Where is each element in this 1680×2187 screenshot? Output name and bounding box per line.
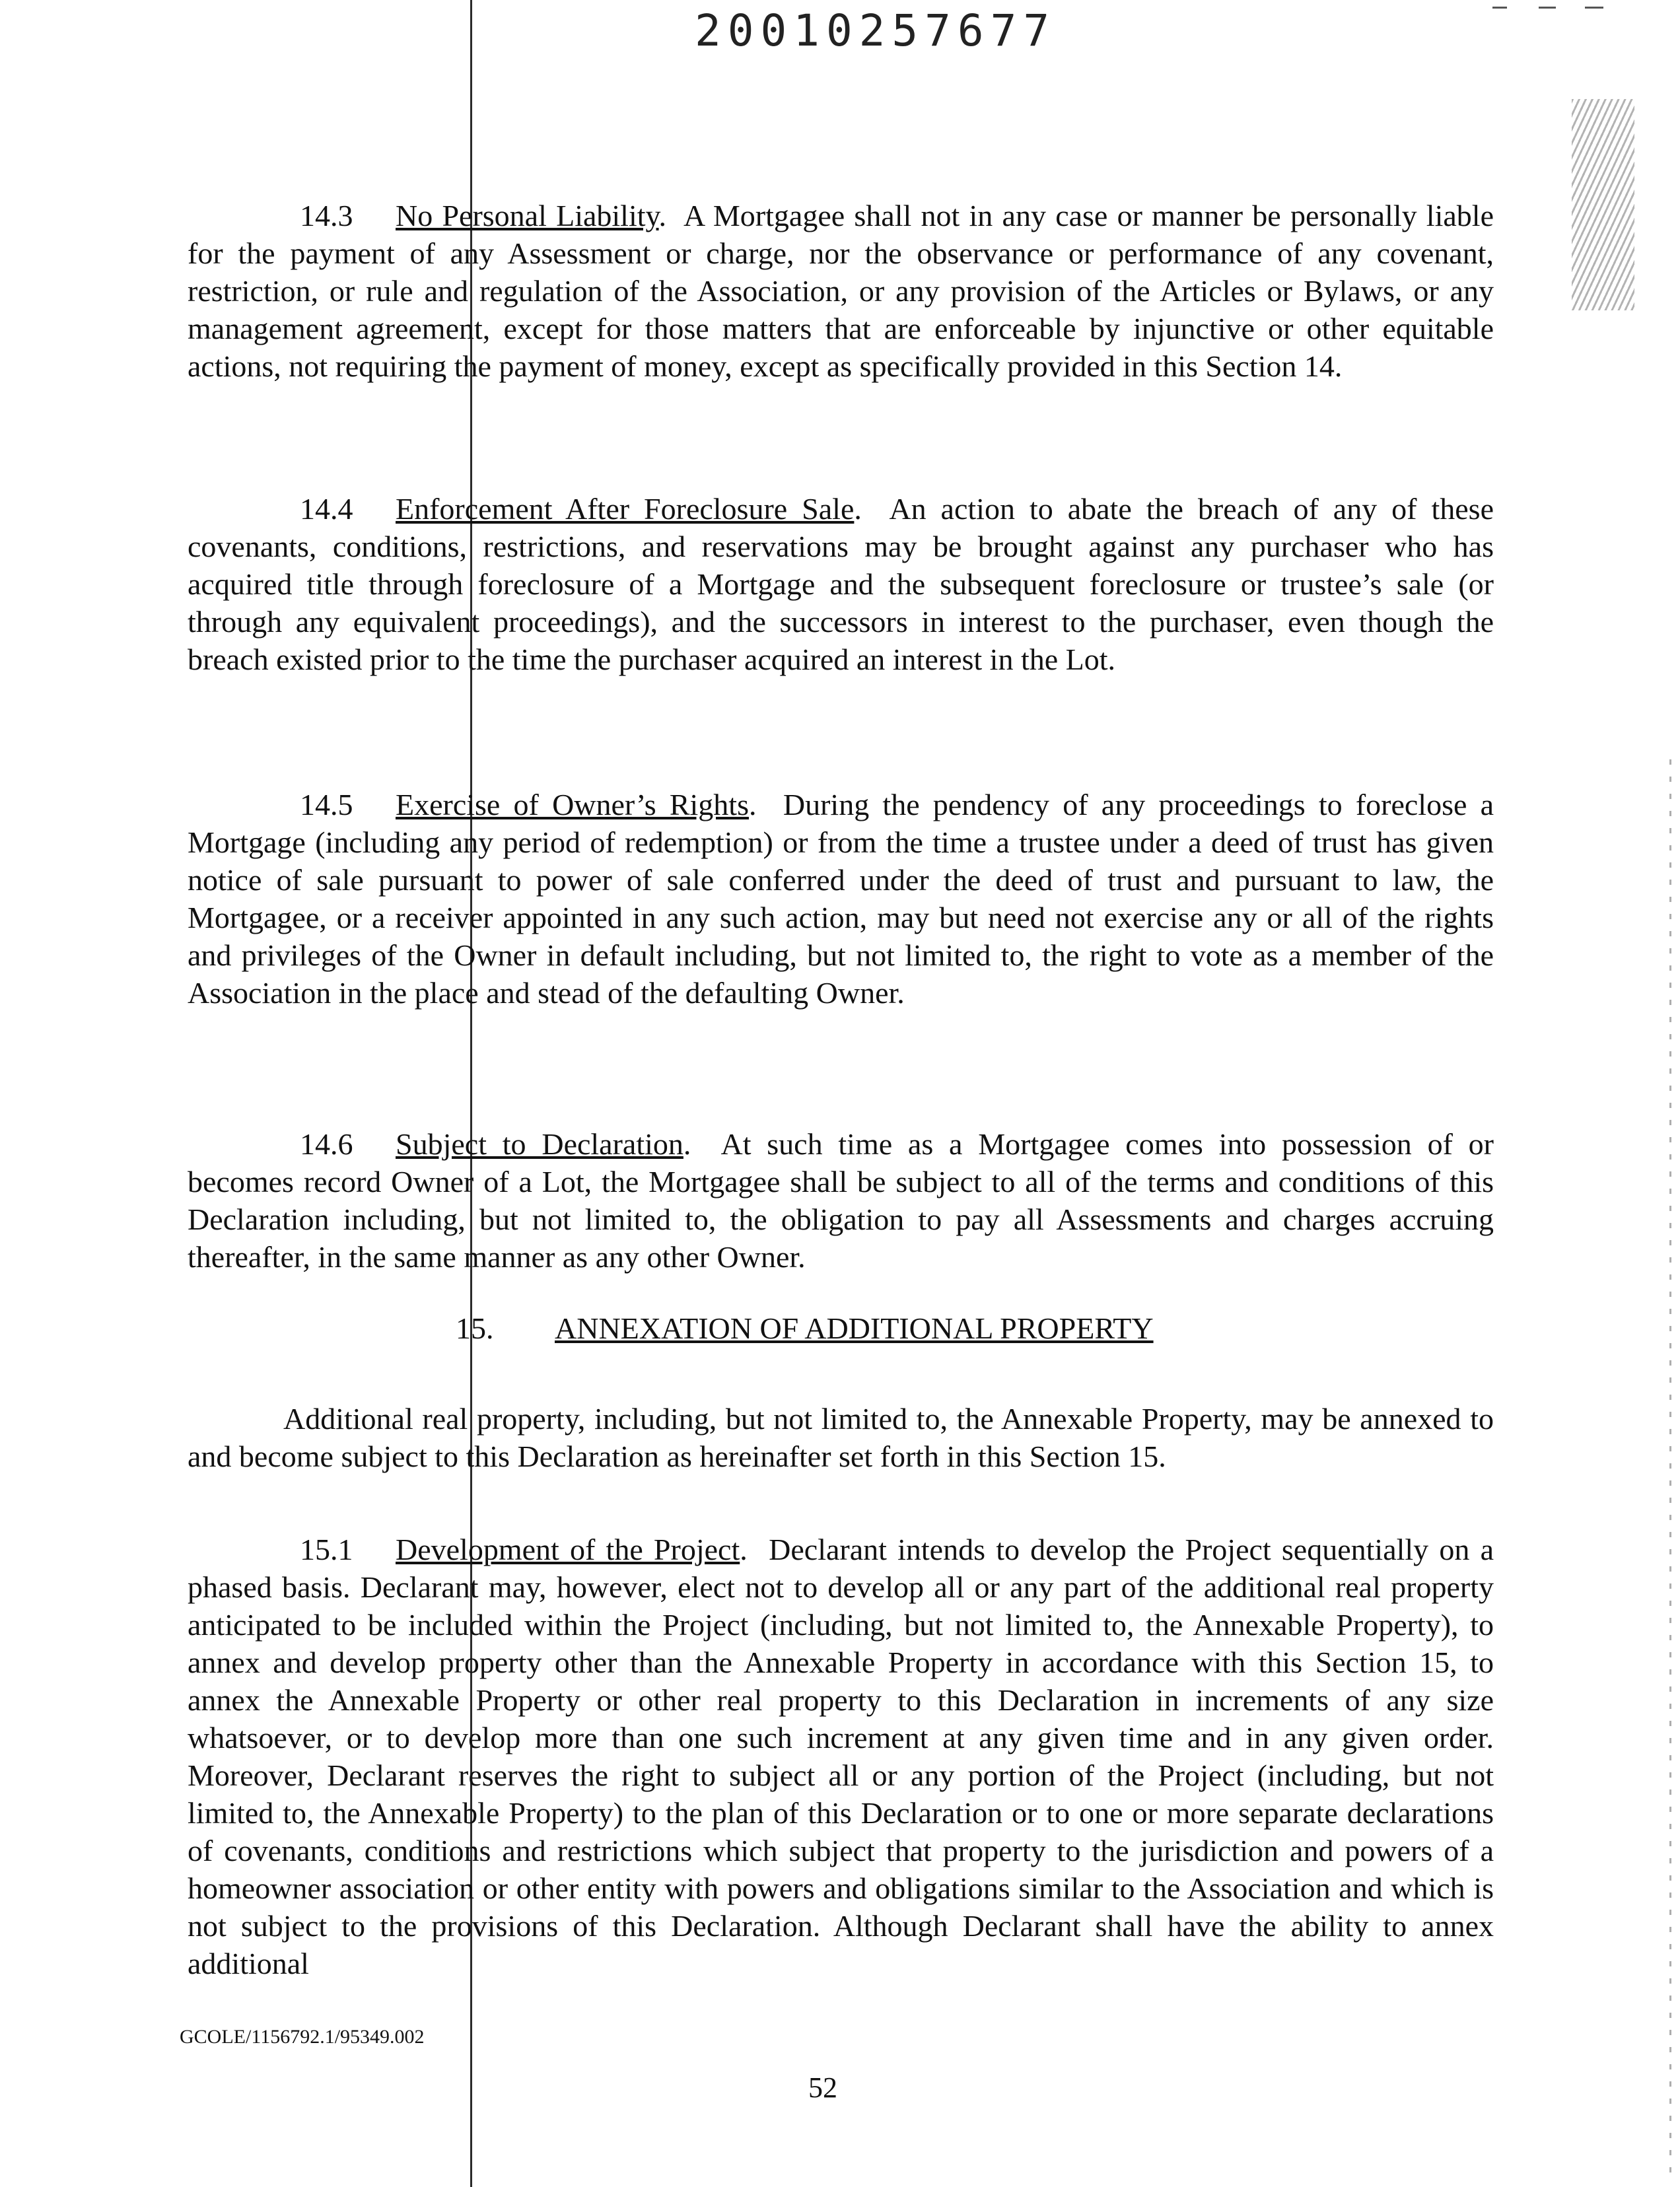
section-number: 14.6: [300, 1127, 353, 1161]
scan-mark: [1539, 7, 1556, 9]
article-intro-text: Additional real property, including, but not limited to, the Annexable Property, may be annexed to and become subject to this Declaration as hereinafter set forth in this Section 15.: [188, 1402, 1494, 1473]
section-number: 15.1: [300, 1533, 353, 1566]
article-intro: [188, 1400, 1494, 1475]
section-heading: Exercise of Owner’s Rights: [396, 788, 749, 821]
scan-edge-marks: [1572, 99, 1634, 310]
article-heading: [456, 1309, 1154, 1347]
section-body: A Mortgagee shall not in any case or manner be personally liable for the payment of any Assessment or charge, nor the observance or performance of any covenant, restriction, or rule and regulation of the Association, or any provision of the Articles or Bylaws, or any management agreement, except for those matters that are enforceable by injunctive or other equitable actions, not requiring the payment of money, except as specifically provided in this Section 14.: [188, 199, 1494, 383]
section-14-6: 14.6 Subject to Declaration. At such time as a Mortgagee comes into possession of or becomes record Owner of a Lot, the Mortgagee shall be subject to all of the terms and conditions of this Declaration including, but not limited to, the obligation to pay all Assessments and charges accruing thereafter, in the same manner as any other Owner.: [188, 1125, 1494, 1276]
section-number: 14.5: [300, 788, 353, 821]
scan-mark: [1585, 7, 1603, 9]
section-14-5: 14.5 Exercise of Owner’s Rights. During the pendency of any proceedings to foreclose a Mortgage (including any period of redemption) or from the time a trustee under a deed of trust has given notice of sale pursuant to power of sale conferred under the deed of trust and pursuant to law, the Mortgagee, or a receiver appointed in any such action, may but need not exercise any or all of the rights and privileges of the Owner in default including, but not limited to, the right to vote as a member of the Association in the place and stead of the defaulting Owner.: [188, 786, 1494, 1012]
scan-mark: [1492, 7, 1507, 9]
section-14-3: 14.3 No Personal Liability. A Mortgagee shall not in any case or manner be personally liable for the payment of any Assessment or charge, nor the observance or performance of any covenant, restriction, or rule and regulation of the Association, or any provision of the Articles or Bylaws, or any management agreement, except for those matters that are enforceable by injunctive or other equitable actions, not requiring the payment of money, except as specifically provided in this Section 14.: [188, 197, 1494, 385]
footer-file-code: GCOLE/1156792.1/95349.002: [180, 2026, 425, 2048]
section-15-1: 15.1 Development of the Project. Declarant intends to develop the Project sequentially on a phased basis. Declarant may, however, elect not to develop all or any part of the additional real property anticipated to be included within the Project (including, but not limited to, the Annexable Property), to annex and develop property other than the Annexable Property in accordance with this Section 15, to annex the Annexable Property or other real property to this Declaration in increments of any size whatsoever, or to develop more than one such increment at any given time and in any given order. Moreover, Declarant reserves the right to subject all or any portion of the Project (including, but not limited to, the Annexable Property) to the plan of this Declaration or to one or more separate declarations of covenants, conditions and restrictions which subject that property to the jurisdiction and powers of a homeowner association or other entity with powers and obligations similar to the Association and which is not subject to the provisions of this Declaration. Although Declarant shall have the ability to annex additional: [188, 1531, 1494, 1982]
section-heading: Subject to Declaration: [396, 1127, 683, 1161]
section-heading: Enforcement After Foreclosure Sale: [396, 492, 855, 526]
section-number: 14.3: [300, 199, 353, 232]
scan-right-edge: [1669, 759, 1671, 2179]
section-body: At such time as a Mortgagee comes into possession of or becomes record Owner of a Lot, the Mortgagee shall be subject to all of the terms and conditions of this Declaration including, but not limited to, the obligation to pay all Assessments and charges accruing thereafter, in the same manner as any other Owner.: [188, 1127, 1494, 1274]
section-heading: Development of the Project: [396, 1533, 740, 1566]
document-number: 20010257677: [695, 5, 1057, 56]
section-body: An action to abate the breach of any of these covenants, conditions, restrictions, and reservations may be brought against any purchaser who has acquired title through foreclosure of a Mortgage and the subsequent foreclosure or trustee’s sale (or through any equivalent proceedings), and the successors in interest to the purchaser, even though the breach existed prior to the time the purchaser acquired an interest in the Lot.: [188, 492, 1494, 676]
section-body: During the pendency of any proceedings to foreclose a Mortgage (including any period of redemption) or from the time a trustee under a deed of trust has given notice of sale pursuant to power of sale conferred under the deed of trust and pursuant to law, the Mortgagee, or a receiver appointed in any such action, may but need not exercise any or all of the rights and privileges of the Owner in default including, but not limited to, the right to vote as a member of the Association in the place and stead of the defaulting Owner.: [188, 788, 1494, 1010]
page-number: 52: [808, 2071, 837, 2104]
section-heading: No Personal Liability: [396, 199, 659, 232]
section-body: Declarant intends to develop the Project sequentially on a phased basis. Declarant may, however, elect not to develop all or any part of the additional real property anticipated to be included within the Project (including, but not limited to, the Annexable Property), to annex and develop property other than the Annexable Property in accordance with this Section 15, to annex the Annexable Property or other real property to this Declaration in increments of any size whatsoever, or to develop more than one such increment at any given time and in any given order. Moreover, Declarant reserves the right to subject all or any portion of the Project (including, but not limited to, the Annexable Property) to the plan of this Declaration or to one or more separate declarations of covenants, conditions and restrictions which subject that property to the jurisdiction and powers of a homeowner association or other entity with powers and obligations similar to the Association and which is not subject to the provisions of this Declaration. Although Declarant shall have the ability to annex additional: [188, 1533, 1494, 1980]
article-number: 15.: [456, 1311, 494, 1345]
section-number: 14.4: [300, 492, 353, 526]
article-title: ANNEXATION OF ADDITIONAL PROPERTY: [555, 1311, 1154, 1345]
section-14-4: 14.4 Enforcement After Foreclosure Sale. An action to abate the breach of any of these covenants, conditions, restrictions, and reservations may be brought against any purchaser who has acquired title through foreclosure of a Mortgage and the subsequent foreclosure or trustee’s sale (or through any equivalent proceedings), and the successors in interest to the purchaser, even though the breach existed prior to the time the purchaser acquired an interest in the Lot.: [188, 490, 1494, 678]
